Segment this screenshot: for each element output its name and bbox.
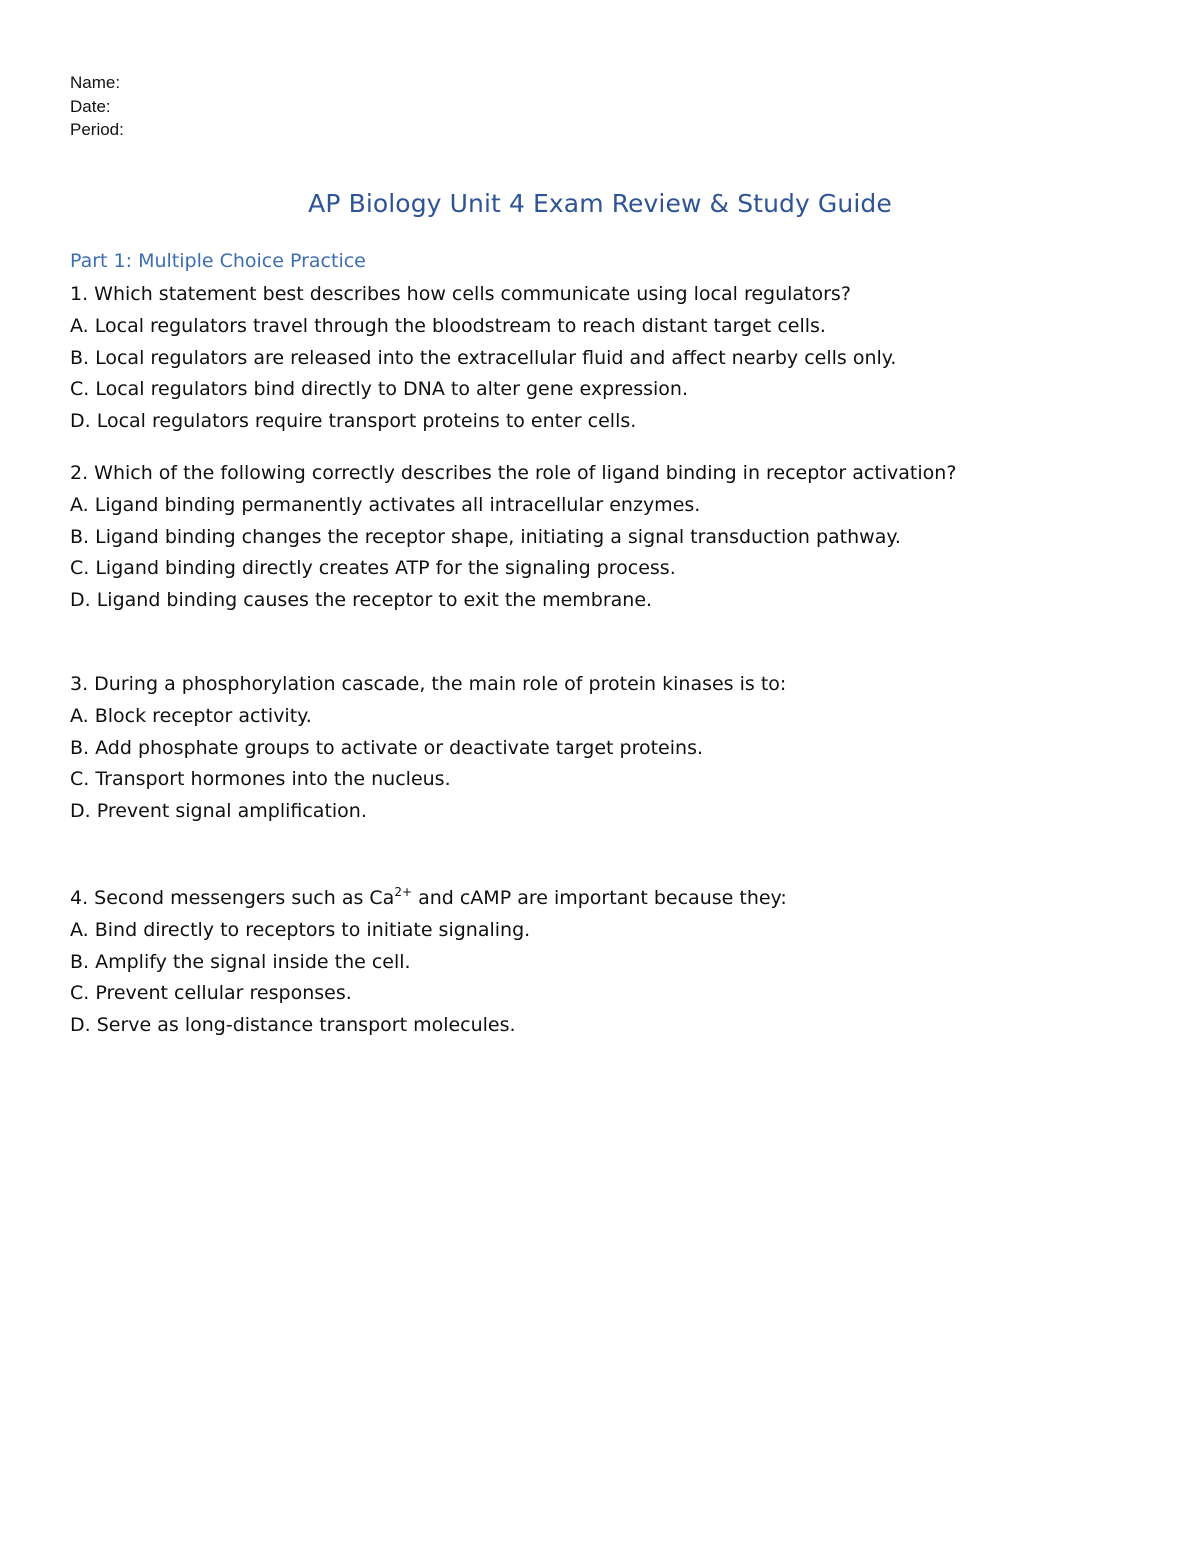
question-2-option-c: C. Ligand binding directly creates ATP for the signaling process. xyxy=(70,557,676,580)
period-label: Period: xyxy=(70,120,124,139)
question-2 xyxy=(70,458,1150,617)
question-4 xyxy=(70,883,1150,1042)
question-4-stem-start: 4. Second messengers such as Ca xyxy=(70,887,395,909)
question-4-option-d: D. Serve as long-distance transport molecules. xyxy=(70,1014,516,1037)
question-2-option-b: B. Ligand binding changes the receptor shape, initiating a signal transduction pathway. xyxy=(70,525,901,548)
name-label: Name: xyxy=(70,73,121,92)
question-2-stem: 2. Which of the following correctly describes the role of ligand binding in receptor activation? xyxy=(70,462,957,484)
question-3-stem: 3. During a phosphorylation cascade, the main role of protein kinases is to: xyxy=(70,673,787,695)
question-4-stem-end: and cAMP are important because they: xyxy=(412,887,787,909)
question-1-option-a: A. Local regulators travel through the bloodstream to reach distant target cells. xyxy=(70,314,826,337)
section-heading: Part 1: Multiple Choice Practice xyxy=(70,250,366,272)
question-4-option-b: B. Amplify the signal inside the cell. xyxy=(70,950,411,973)
question-2-option-a: A. Ligand binding permanently activates all intracellular enzymes. xyxy=(70,493,701,516)
question-4-stem xyxy=(70,883,1150,915)
question-3-option-b: B. Add phosphate groups to activate or deactivate target proteins. xyxy=(70,736,704,759)
question-3-option-a: A. Block receptor activity. xyxy=(70,704,312,727)
student-info-fields xyxy=(70,71,124,142)
question-1-option-d: D. Local regulators require transport proteins to enter cells. xyxy=(70,410,637,433)
question-1 xyxy=(70,279,1150,438)
question-1-stem: 1. Which statement best describes how cells communicate using local regulators? xyxy=(70,283,851,305)
question-4-option-c: C. Prevent cellular responses. xyxy=(70,982,352,1005)
calcium-charge-superscript: 2+ xyxy=(394,884,413,899)
question-1-option-b: B. Local regulators are released into the extracellular fluid and affect nearby cells only. xyxy=(70,346,897,369)
question-3-option-c: C. Transport hormones into the nucleus. xyxy=(70,768,451,791)
page-title: AP Biology Unit 4 Exam Review & Study Guide xyxy=(308,189,892,218)
question-4-option-a: A. Bind directly to receptors to initiate signaling. xyxy=(70,918,531,941)
question-1-option-c: C. Local regulators bind directly to DNA to alter gene expression. xyxy=(70,378,688,401)
question-3-option-d: D. Prevent signal amplification. xyxy=(70,800,367,823)
date-label: Date: xyxy=(70,96,111,116)
question-2-option-d: D. Ligand binding causes the receptor to exit the membrane. xyxy=(70,589,653,612)
question-3 xyxy=(70,669,1150,828)
